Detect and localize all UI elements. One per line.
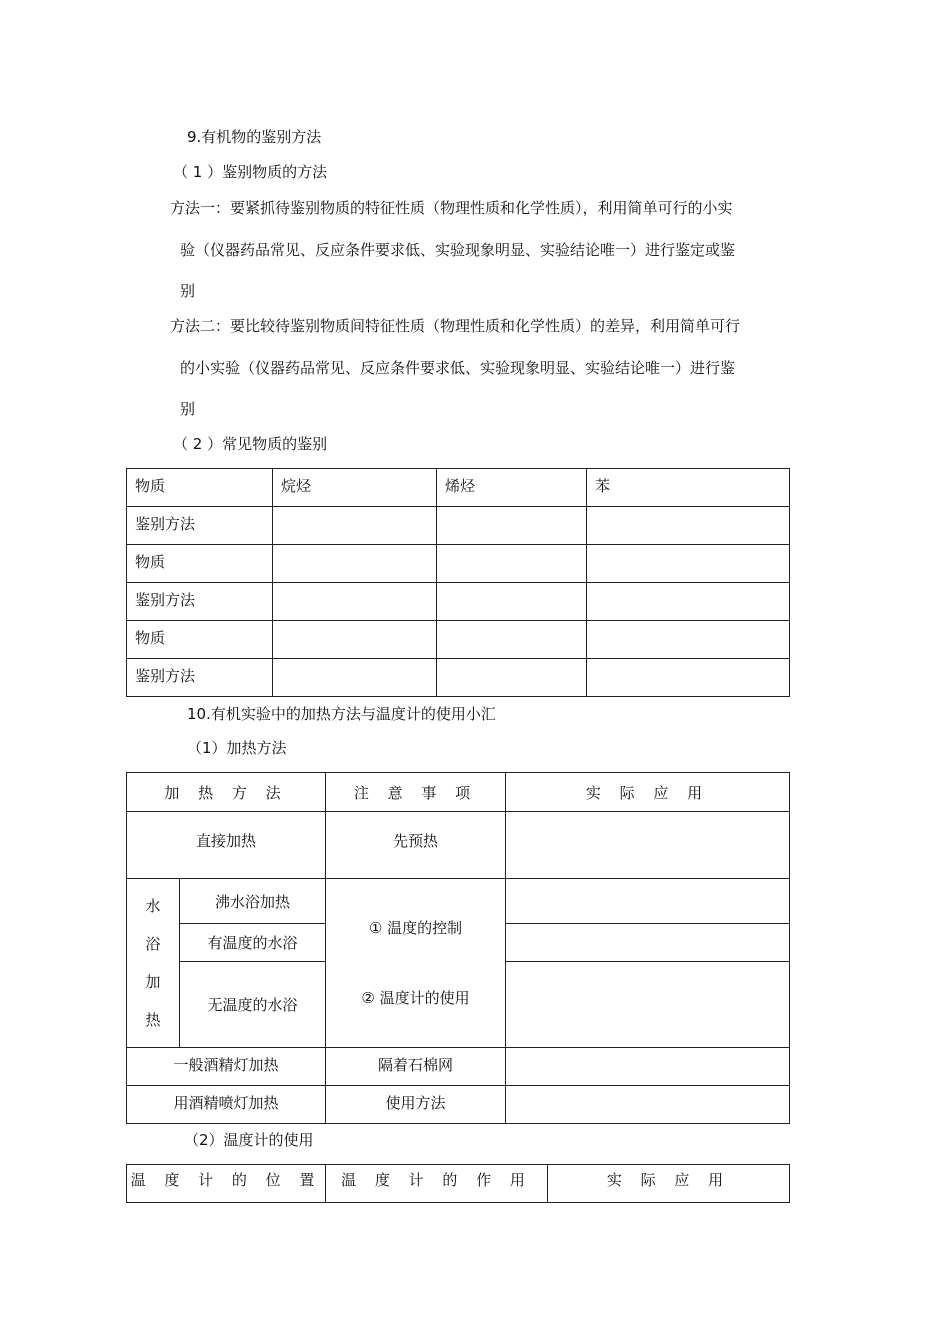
table-cell (273, 659, 437, 697)
temp-water-bath: 有温度的水浴 (180, 924, 326, 962)
method2-line1: 方法二：要比较待鉴别物质间特征性质（物理性质和化学性质）的差异，利用简单可行 (170, 317, 741, 335)
alcohol-lamp-heating: 一般酒精灯加热 (127, 1048, 326, 1086)
method1-line2: 验（仪器药品常见、反应条件要求低、实验现象明显、实验结论唯一）进行鉴定或鉴 (180, 241, 736, 259)
method1-line3: 别 (180, 282, 196, 300)
table-row (127, 621, 790, 659)
section10-sub2: （2）温度计的使用 (184, 1131, 314, 1149)
table-cell: 物质 (127, 469, 273, 507)
table-cell: 烷烃 (273, 469, 437, 507)
table-cell: 鉴别方法 (127, 507, 273, 545)
table-cell (437, 621, 587, 659)
usage-method-note: 使用方法 (326, 1086, 506, 1124)
identification-table (126, 468, 790, 697)
section10-title: 10.有机实验中的加热方法与温度计的使用小汇 (187, 705, 496, 723)
header-heating-method: 加 热 方 法 (127, 773, 326, 812)
table-cell (273, 621, 437, 659)
table-cell (506, 812, 790, 879)
table-row (127, 773, 790, 812)
header-application: 实 际 应 用 (506, 773, 790, 812)
table-row (127, 879, 790, 924)
method2-line2: 的小实验（仪器药品常见、反应条件要求低、实验现象明显、实验结论唯一）进行鉴 (180, 359, 736, 377)
table-cell (437, 659, 587, 697)
water-bath-char: 水 (145, 897, 161, 915)
table-row (127, 659, 790, 697)
table-cell (506, 1086, 790, 1124)
table-cell: 物质 (127, 545, 273, 583)
method2-line3: 别 (180, 400, 196, 418)
note-thermometer-use: ② 温度计的使用 (361, 989, 470, 1007)
thermometer-table (126, 1164, 790, 1203)
table-cell: 物质 (127, 621, 273, 659)
no-temp-water-bath: 无温度的水浴 (180, 962, 326, 1048)
table-row (127, 507, 790, 545)
header-thermometer-application: 实 际 应 用 (548, 1165, 790, 1203)
water-bath-char: 热 (145, 1011, 161, 1029)
table-row (127, 545, 790, 583)
table-cell (587, 545, 790, 583)
method1-line1: 方法一：要紧抓待鉴别物质的特征性质（物理性质和化学性质），利用简单可行的小实 (170, 199, 733, 217)
header-notes: 注 意 事 项 (326, 773, 506, 812)
table-cell (506, 962, 790, 1048)
table-cell (437, 545, 587, 583)
direct-heating-note: 先预热 (326, 812, 506, 879)
table-cell (506, 1048, 790, 1086)
table-row (127, 1048, 790, 1086)
table-cell: 鉴别方法 (127, 583, 273, 621)
table-row (127, 1165, 790, 1203)
section9-sub2: （ 2 ）常见物质的鉴别 (173, 435, 328, 453)
table-cell (506, 879, 790, 924)
water-bath-label (127, 879, 180, 1048)
table-cell (273, 545, 437, 583)
asbestos-gauze-note: 隔着石棉网 (326, 1048, 506, 1086)
table-cell (437, 507, 587, 545)
table-cell (437, 583, 587, 621)
section9-sub1: （ 1 ）鉴别物质的方法 (173, 163, 328, 181)
table-row (127, 812, 790, 879)
header-thermometer-function: 温 度 计 的 作 用 (326, 1165, 548, 1203)
table-cell (273, 583, 437, 621)
heating-table (126, 772, 790, 1124)
table-cell (273, 507, 437, 545)
section10-sub1: （1）加热方法 (187, 739, 287, 757)
table-cell (587, 659, 790, 697)
table-row (127, 1086, 790, 1124)
table-cell (587, 621, 790, 659)
header-thermometer-position: 温 度 计 的 位 置 (127, 1165, 326, 1203)
water-bath-char: 加 (145, 973, 161, 991)
table-cell (587, 583, 790, 621)
section9-title: 9.有机物的鉴别方法 (187, 128, 322, 146)
direct-heating-cell: 直接加热 (127, 812, 326, 879)
note-temperature-control: ① 温度的控制 (368, 919, 463, 937)
water-bath-notes (326, 879, 506, 1048)
spray-lamp-heating: 用酒精喷灯加热 (127, 1086, 326, 1124)
table-cell (506, 924, 790, 962)
table-cell (587, 507, 790, 545)
boiling-water-bath: 沸水浴加热 (180, 879, 326, 924)
table-cell: 苯 (587, 469, 790, 507)
table-row (127, 583, 790, 621)
water-bath-char: 浴 (145, 935, 161, 953)
table-cell: 烯烃 (437, 469, 587, 507)
table-cell: 鉴别方法 (127, 659, 273, 697)
table-row (127, 469, 790, 507)
